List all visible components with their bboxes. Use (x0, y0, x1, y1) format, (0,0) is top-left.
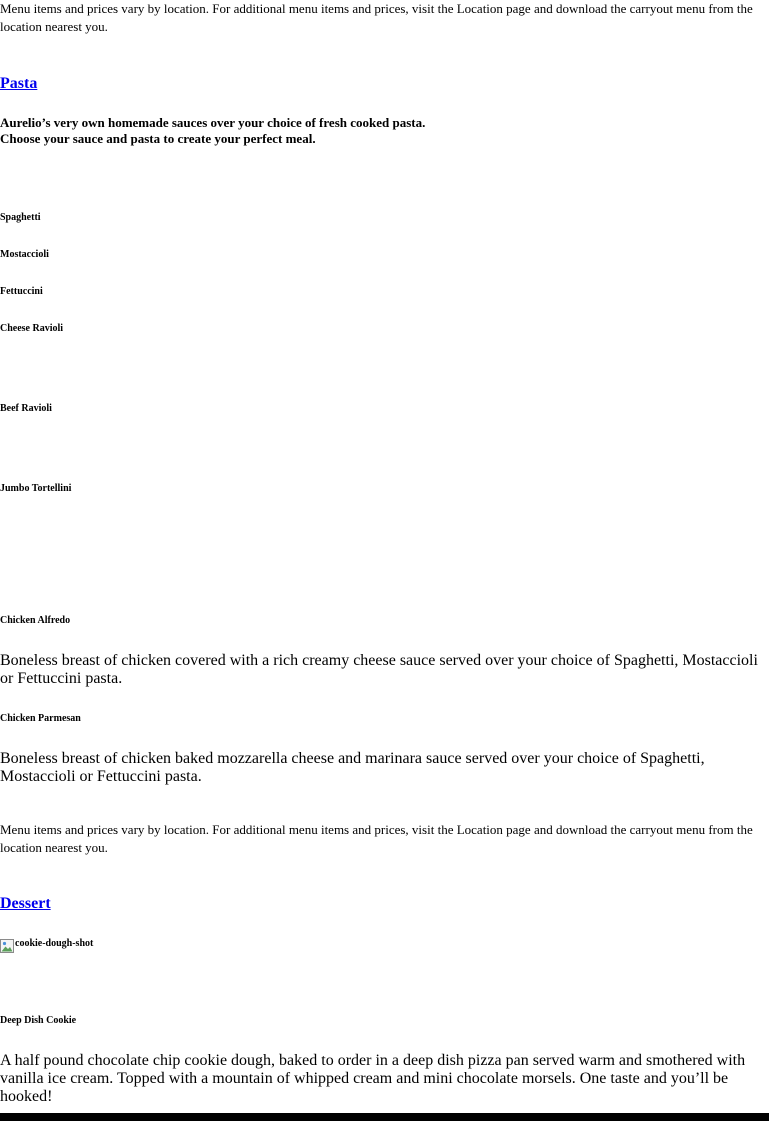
chicken-parmesan-description: Boneless breast of chicken baked mozzarella cheese and marinara sauce served over your choice of Spaghetti, Mostaccioli or Fettuccini pasta. (0, 750, 705, 785)
menu-item-cheese-ravioli: Cheese Ravioli (0, 323, 64, 334)
dessert-section-link[interactable]: Dessert (0, 895, 51, 912)
menu-item-mostaccioli: Mostaccioli (0, 249, 49, 260)
footer-bar (0, 1113, 769, 1121)
pasta-intro-line-2: Choose your sauce and pasta to create your perfect meal. (0, 131, 316, 146)
pasta-section-link[interactable]: Pasta (0, 75, 38, 92)
menu-item-fettuccini: Fettuccini (0, 286, 43, 297)
menu-item-spaghetti: Spaghetti (0, 212, 41, 223)
location-note-dessert: Menu items and prices vary by location. For additional menu items and prices, visit the Location page and download the carryout menu from the location nearest you. (0, 822, 753, 855)
chicken-alfredo-description: Boneless breast of chicken covered with a rich creamy cheese sauce served over your choice of Spaghetti, Mostaccioli or Fettuccini pasta. (0, 652, 758, 687)
cookie-dough-shot-alt-text: cookie-dough-shot (15, 938, 94, 949)
location-note: Menu items and prices vary by location. For additional menu items and prices, visit the Location page and download the carryout menu from the location nearest you. (0, 1, 753, 34)
broken-image-icon (0, 939, 14, 953)
menu-item-chicken-alfredo: Chicken Alfredo (0, 615, 71, 626)
menu-item-deep-dish-cookie: Deep Dish Cookie (0, 1015, 77, 1026)
cookie-dough-shot-image (0, 938, 93, 953)
deep-dish-cookie-description: A half pound chocolate chip cookie dough, baked to order in a deep dish pizza pan served warm and smothered with vanilla ice cream. Topped with a mountain of whipped cream and mini chocolate morsels. One taste and you’ll be hooked! (0, 1052, 746, 1105)
menu-item-beef-ravioli: Beef Ravioli (0, 403, 52, 414)
pasta-intro-line-1: Aurelio’s very own homemade sauces over your choice of fresh cooked pasta. (0, 115, 426, 130)
menu-item-chicken-parmesan: Chicken Parmesan (0, 713, 81, 724)
menu-item-jumbo-tortellini: Jumbo Tortellini (0, 483, 72, 494)
